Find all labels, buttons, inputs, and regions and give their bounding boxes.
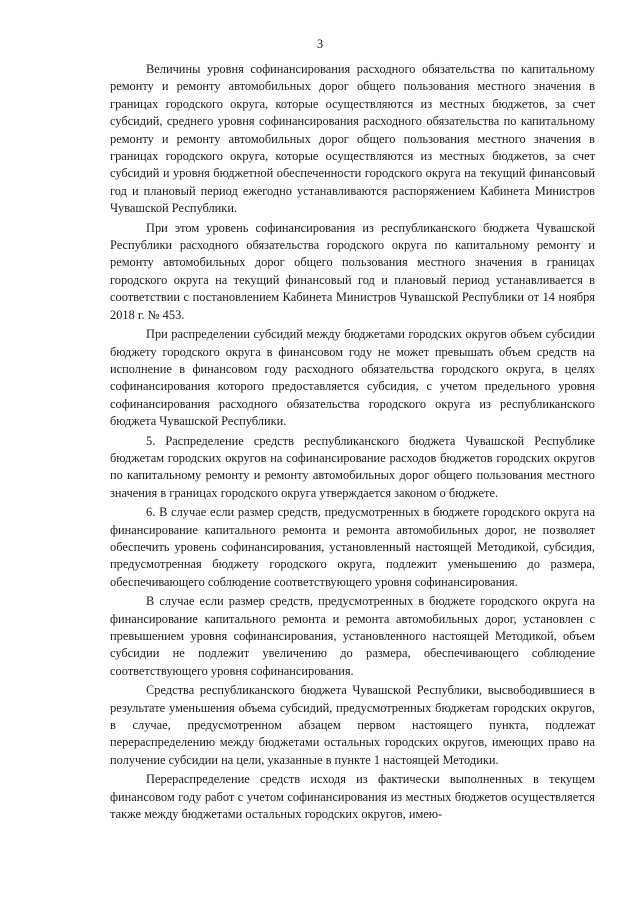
document-body [110,61,595,823]
paragraph-1: Величины уровня софинансирования расходного обязательства по капитальному ремонту и ремонту автомобильных дорог общего пользования местного значения в границах городского округа, которые осуществляются из местных бюджетов, за счет субсидий, среднего уровня софинансирования расходного обязательства по капитальному ремонту и ремонту автомобильных дорог общего пользования местного значения в границах городского округа, которые осуществляются из местных бюджетов, за счет субсидий и уровня бюджетной обеспеченности городского округа на текущий финансовый год и плановый период ежегодно устанавливаются распоряжением Кабинета Министров Чувашской Республики. [110,62,595,216]
paragraph-2: При этом уровень софинансирования из республиканского бюджета Чувашской Республики расходного обязательства городского округа по капитальному ремонту и ремонту автомобильных дорог общего пользования местного значения в границах городского округа на текущий финансовый год и плановый период устанавливается в соответствии с постановлением Кабинета Министров Чувашской Республики от 14 ноября 2018 г. № 453. [110,220,595,322]
page-number: 3 [316,37,324,51]
paragraph-7: Средства республиканского бюджета Чувашской Республики, высвободившиеся в результате уменьшения объема субсидий, предусмотренных бюджетам городских округов, в случае, предусмотренном абзацем первом настоящего пункта, подлежат перераспределению между бюджетами остальных городских округов, имеющих право на получение субсидии на цели, указанные в пункте 1 настоящей Методики. [110,683,595,767]
paragraph-4: 5. Распределение средств республиканского бюджета Чувашской Республике бюджетам городских округов на софинансирование расходов бюджетов городских округов по капитальному ремонту и ремонту автомобильных дорог общего пользования местного значения в границах городского округа утверждается законом о бюджете. [110,433,595,500]
paragraph-3: При распределении субсидий между бюджетами городских округов объем субсидии бюджету городского округа в финансовом году не может превышать объем средств на исполнение в финансовом году расходного обязательства городского округа, в целях софинансирования которого предоставляется субсидия, с учетом предельного уровня софинансирования расходного обязательства городского округа из республиканского бюджета Чувашской Республики. [110,327,595,429]
paragraph-6: В случае если размер средств, предусмотренных в бюджете городского округа на финансирование капитального ремонта и ремонта автомобильных дорог, установлен с превышением уровня софинансирования, установленного настоящей Методикой, объем субсидии не подлежит увеличению до размера, обеспечивающего соблюдение соответствующего уровня софинансирования. [110,594,595,678]
paragraph-8: Перераспределение средств исходя из фактически выполненных в текущем финансовом году работ с учетом софинансирования из местных бюджетов осуществляется также между бюджетами остальных городских округов, имею- [110,772,595,822]
paragraph-5: 6. В случае если размер средств, предусмотренных в бюджете городского округа на финансирование капитального ремонта и ремонта автомобильных дорог, не позволяет обеспечить уровень софинансирования, установленный настоящей Методикой, субсидия, предусмотренная бюджету городского округа, подлежит уменьшению до размера, обеспечивающего соблюдение соответствующего уровня софинансирования. [110,505,595,589]
